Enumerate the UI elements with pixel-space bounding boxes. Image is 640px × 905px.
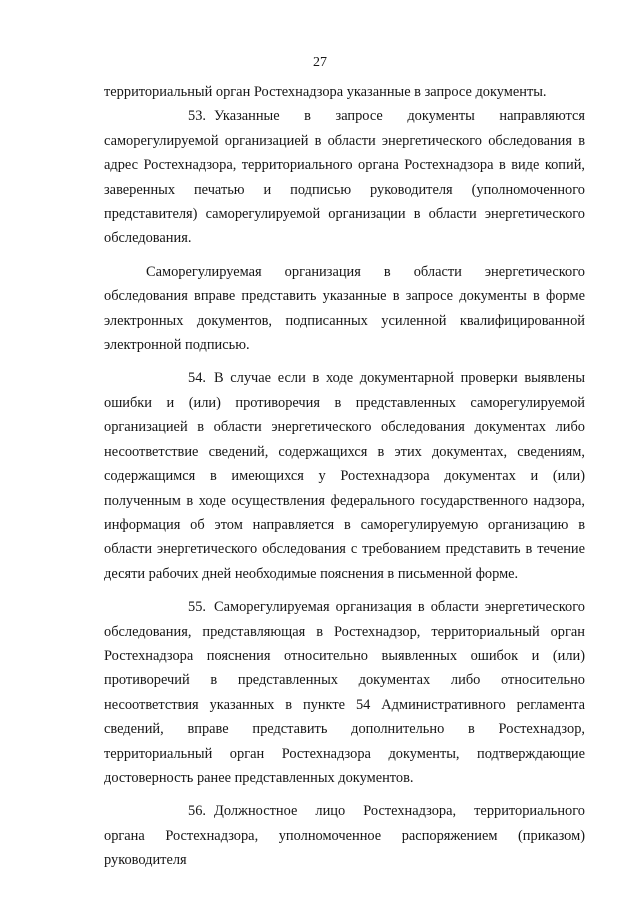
paragraph-56-number: 56. [188,803,206,820]
paragraph-53-number: 53. [188,108,206,125]
page-number: 27 [313,55,327,70]
paragraph-53-electronic: Саморегулируемая организация в области энергетического обследования вправе представить указанные в запросе документы в форме электронных документов, подписанных усиленной квалифицированной электронной подписью. [104,263,585,354]
paragraph-56 [104,799,585,872]
paragraph-54 [104,366,585,586]
paragraph-55 [104,595,585,790]
paragraph-53 [104,104,585,250]
paragraph-continuation: территориальный орган Ростехнадзора указанные в запросе документы. [104,84,547,100]
paragraph-53-text: Указанные в запросе документы направляются саморегулируемой организацией в области энергетического обследования в адрес Ростехнадзора, территориального органа Ростехнадзора в виде копий, заверенных печатью и подписью руководителя (уполномоченного представителя) саморегулируемой организации в области энергетического обследования. [104,108,585,247]
document-body [104,80,585,873]
paragraph-54-number: 54. [188,370,206,387]
paragraph-54-text: В случае если в ходе документарной проверки выявлены ошибки и (или) противоречия в представленных саморегулируемой организацией в области энергетического обследования документах либо несоответствие сведений, содержащихся в этих документах, сведениям, содержащимся в имеющихся у Ростехнадзора документах и (или) полученным в ходе осуществления федерального государственного надзора, информация об этом направляется в саморегулируемую организацию в области энергетического обследования с требованием представить в течение десяти рабочих дней необходимые пояснения в письменной форме. [104,370,585,582]
paragraph-55-text: Саморегулируемая организация в области энергетического обследования, представляющая в Ростехнадзор, территориальный орган Ростехнадзора пояснения относительно выявленных ошибок и (или) противоречий в представленных документах либо относительно несоответствия указанных в пункте 54 Административного регламента сведений, вправе представить дополнительно в Ростехнадзор, территориальный орган Ростехнадзора документы, подтверждающие достоверность ранее представленных документов. [104,599,585,786]
paragraph-55-number: 55. [188,599,206,616]
paragraph-56-text: Должностное лицо Ростехнадзора, территориального органа Ростехнадзора, уполномоченное распоряжением (приказом) руководителя [104,803,585,869]
